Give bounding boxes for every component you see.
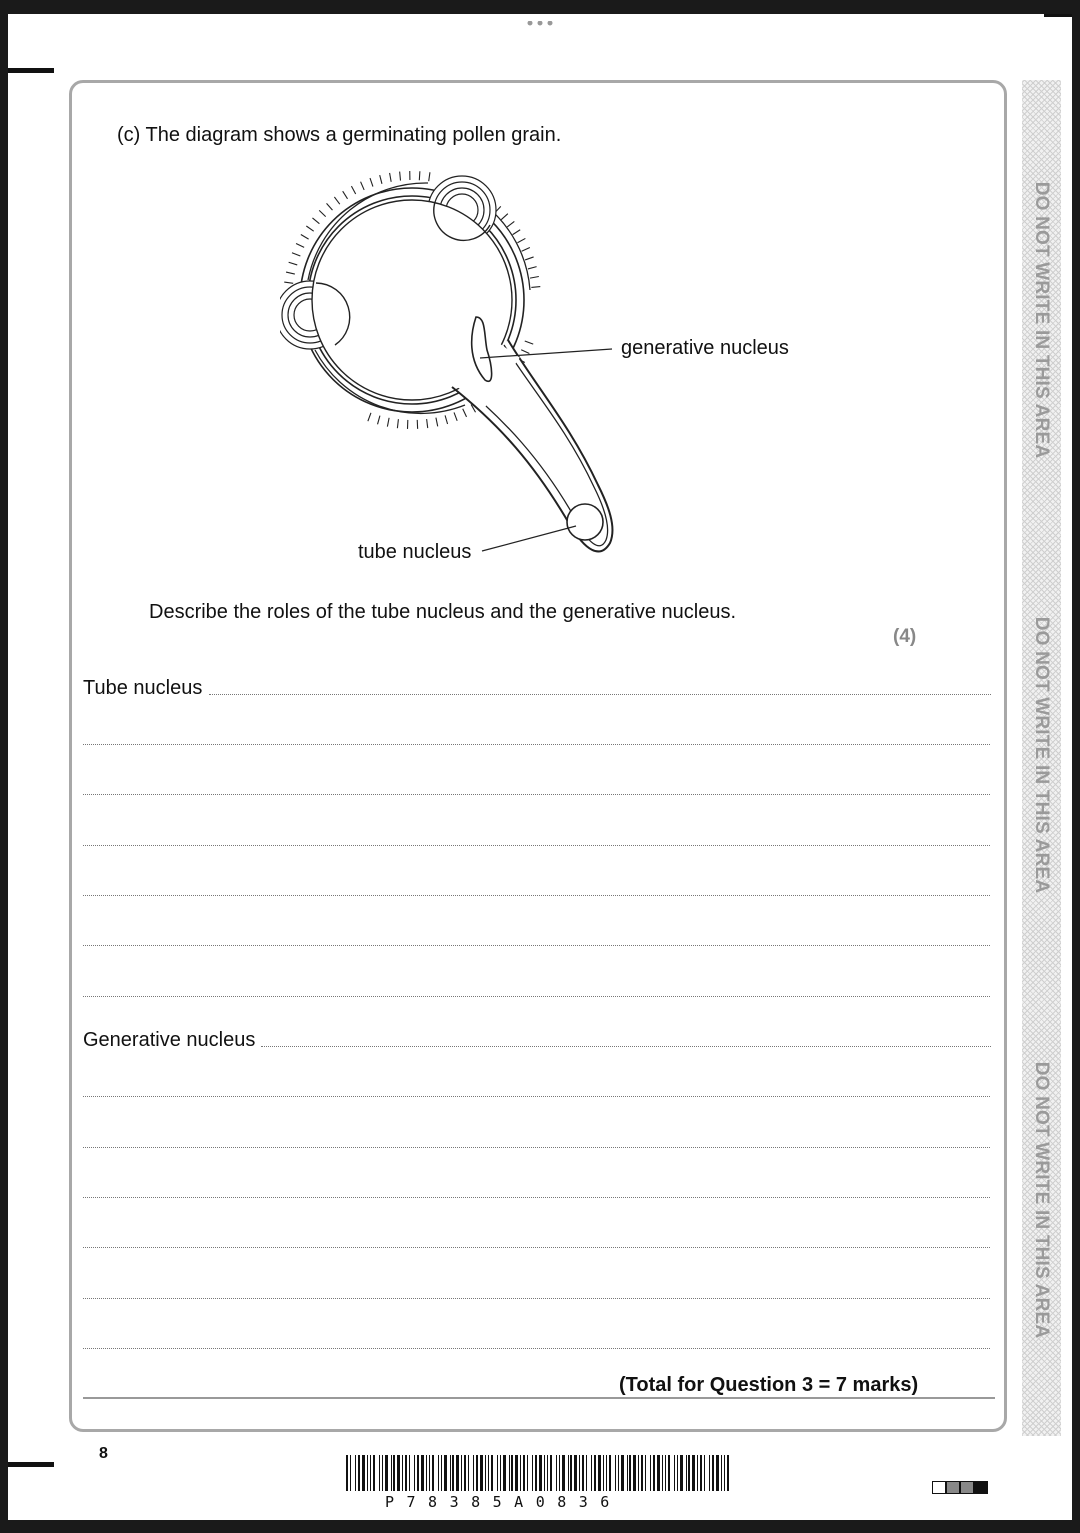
tube-nucleus-label: tube nucleus bbox=[358, 541, 472, 563]
corner-boxes bbox=[932, 1481, 988, 1494]
registration-mark-bottom bbox=[8, 1462, 54, 1467]
answer-line[interactable] bbox=[83, 1247, 990, 1248]
generative-nucleus-label: generative nucleus bbox=[621, 337, 789, 359]
answer-line[interactable] bbox=[83, 1197, 990, 1198]
answer-line[interactable] bbox=[83, 996, 990, 997]
barcode bbox=[346, 1455, 732, 1491]
question-prompt: Describe the roles of the tube nucleus and the generative nucleus. bbox=[149, 601, 737, 623]
answer-line[interactable] bbox=[261, 1046, 991, 1047]
marks-indicator: (4) bbox=[893, 626, 917, 647]
side-warning-bottom: DO NOT WRITE IN THIS AREA bbox=[1031, 1061, 1052, 1339]
answer-line[interactable] bbox=[83, 1298, 990, 1299]
top-dots bbox=[526, 14, 556, 20]
answer-line[interactable] bbox=[83, 845, 990, 846]
barcode-digits: P78385A0836 bbox=[385, 1493, 622, 1511]
tube-nucleus-answer-label: Tube nucleus bbox=[83, 677, 203, 699]
generative-nucleus-answer-label: Generative nucleus bbox=[83, 1029, 256, 1051]
pollen-grain-diagram bbox=[280, 165, 640, 575]
registration-mark-top-right bbox=[1044, 14, 1072, 17]
answer-line[interactable] bbox=[83, 945, 990, 946]
answer-line[interactable] bbox=[83, 794, 990, 795]
question-intro: (c) The diagram shows a germinating pollen grain. bbox=[117, 124, 562, 146]
answer-line[interactable] bbox=[83, 744, 990, 745]
answer-line[interactable] bbox=[83, 1096, 990, 1097]
side-warning-middle: DO NOT WRITE IN THIS AREA bbox=[1031, 616, 1052, 894]
question-total: (Total for Question 3 = 7 marks) bbox=[619, 1374, 919, 1396]
answer-line[interactable] bbox=[209, 694, 991, 695]
answer-line[interactable] bbox=[83, 1147, 990, 1148]
total-rule bbox=[83, 1397, 995, 1399]
answer-line[interactable] bbox=[83, 1348, 990, 1349]
page-number: 8 bbox=[99, 1445, 108, 1462]
answer-line[interactable] bbox=[83, 895, 990, 896]
side-warning-top: DO NOT WRITE IN THIS AREA bbox=[1031, 181, 1052, 459]
registration-mark-top bbox=[8, 68, 54, 73]
